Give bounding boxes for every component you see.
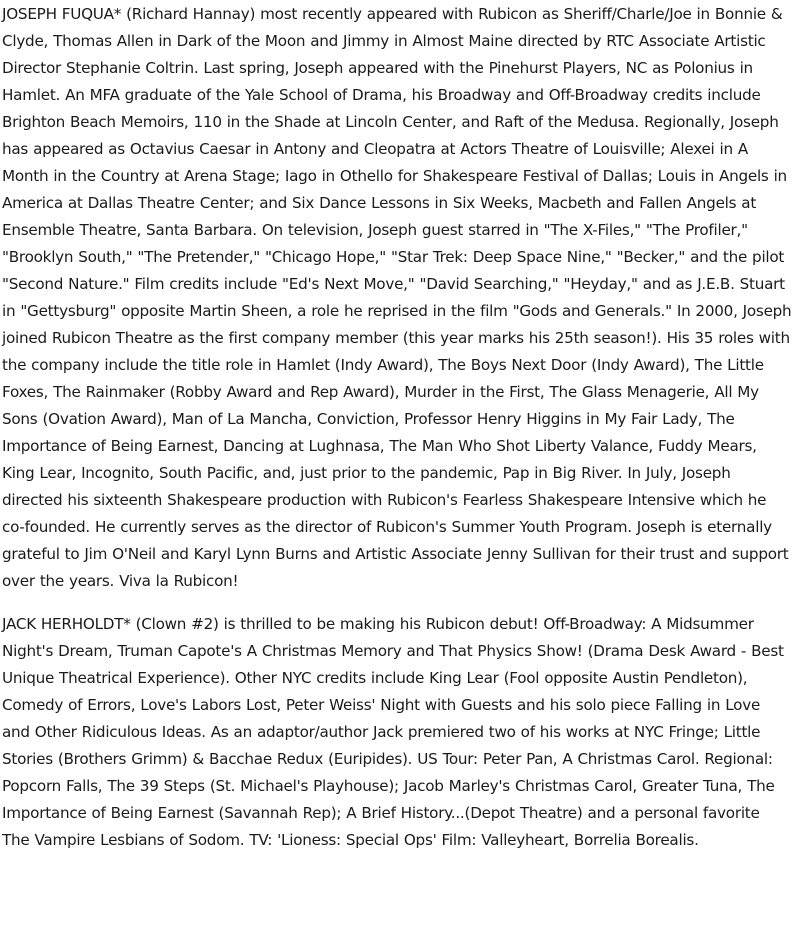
document-page: [0, 1, 802, 944]
bio-jack-herholdt: JACK HERHOLDT* (Clown #2) is thrilled to be making his Rubicon debut! Off-Broadway: A Midsummer Night's Dream, Truman Capote's A Christmas Memory and That Physics Show! (Drama Desk Award - Best Unique Theatrical Experience). Other NYC credits include King Lear (Fool opposite Austin Pendleton), Comedy of Errors, Love's Labors Lost, Peter Weiss' Night with Guests and his solo piece Falling in Love and Other Ridiculous Ideas. As an adaptor/author Jack premiered two of his works at NYC Fringe; Little Stories (Brothers Grimm) & Bacchae Redux (Euripides). US Tour: Peter Pan, A Christmas Carol. Regional: Popcorn Falls, The 39 Steps (St. Michael's Playhouse); Jacob Marley's Christmas Carol, Greater Tuna, The Importance of Being Earnest (Savannah Rep); A Brief History...(Depot Theatre) and a personal favorite The Vampire Lesbians of Sodom. TV: 'Lioness: Special Ops' Film: Valleyheart, Borrelia Borealis.: [2, 615, 784, 849]
bio-joseph-fuqua: JOSEPH FUQUA* (Richard Hannay) most recently appeared with Rubicon as Sheriff/Charle/Joe in Bonnie & Clyde, Thomas Allen in Dark of the Moon and Jimmy in Almost Maine directed by RTC Associate Artistic Director Stephanie Coltrin. Last spring, Joseph appeared with the Pinehurst Players, NC as Polonius in Hamlet. An MFA graduate of the Yale School of Drama, his Broadway and Off-Broadway credits include Brighton Beach Memoirs, 110 in the Shade at Lincoln Center, and Raft of the Medusa. Regionally, Joseph has appeared as Octavius Caesar in Antony and Cleopatra at Actors Theatre of Louisville; Alexei in A Month in the Country at Arena Stage; Iago in Othello for Shakespeare Festival of Dallas; Louis in Angels in America at Dallas Theatre Center; and Six Dance Lessons in Six Weeks, Macbeth and Fallen Angels at Ensemble Theatre, Santa Barbara. On television, Joseph guest starred in "The X-Files," "The Profiler," "Brooklyn South," "The Pretender," "Chicago Hope," "Star Trek: Deep Space Nine," "Becker," and the pilot "Second Nature." Film credits include "Ed's Next Move," "David Searching," "Heyday," and as J.E.B. Stuart in "Gettysburg" opposite Martin Sheen, a role he reprised in the film "Gods and Generals." In 2000, Joseph joined Rubicon Theatre as the first company member (this year marks his 25th season!). His 35 roles with the company include the title role in Hamlet (Indy Award), The Boys Next Door (Indy Award), The Little Foxes, The Rainmaker (Robby Award and Rep Award), Murder in the First, The Glass Menagerie, All My Sons (Ovation Award), Man of La Mancha, Conviction, Professor Henry Higgins in My Fair Lady, The Importance of Being Earnest, Dancing at Lughnasa, The Man Who Shot Liberty Valance, Fuddy Mears, King Lear, Incognito, South Pacific, and, just prior to the pandemic, Pap in Big River. In July, Joseph directed his sixteenth Shakespeare production with Rubicon's Fearless Shakespeare Intensive which he co-founded. He currently serves as the director of Rubicon's Summer Youth Program. Joseph is eternally grateful to Jim O'Neil and Karyl Lynn Burns and Artistic Associate Jenny Sullivan for their trust and support over the years. Viva la Rubicon!: [2, 5, 792, 590]
